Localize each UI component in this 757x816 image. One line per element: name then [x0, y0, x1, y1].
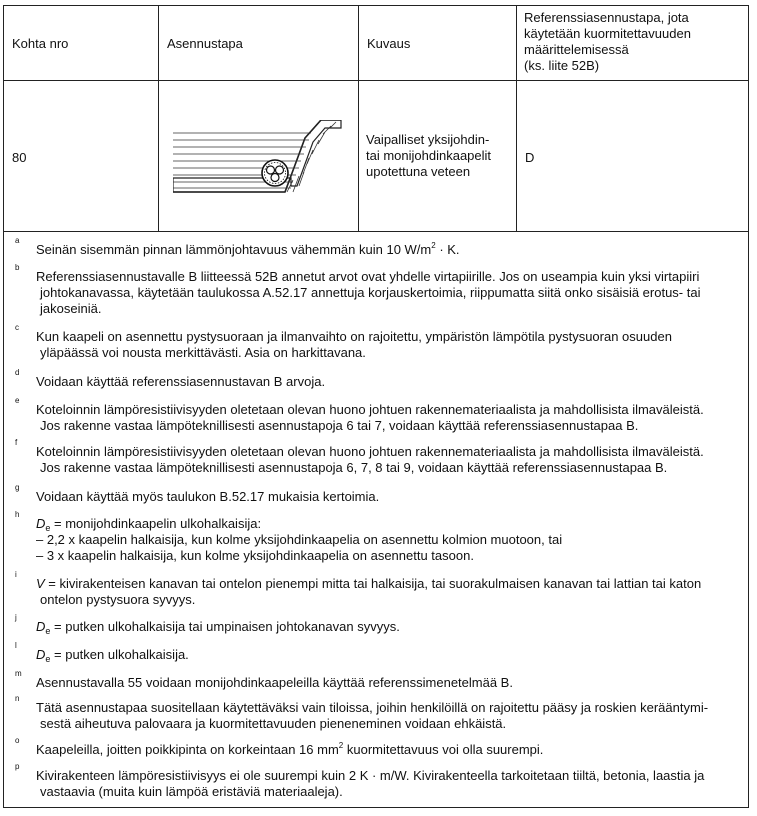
cable-in-water-icon: [173, 120, 353, 200]
cell-referenssi: D: [525, 150, 535, 165]
header-asennustapa: Asennustapa: [159, 6, 359, 80]
header-kohta: Kohta nro: [4, 6, 159, 80]
cell-kuvaus: Vaipalliset yksijohdin- tai monijohdinkaapelit upotettuna veteen: [359, 80, 517, 231]
table-row: [4, 80, 748, 232]
installation-table: Kohta nro Asennustapa Kuvaus Referenssiasennustapa, jota käytetään kuormitettavuuden määrittelemisessä (ks. liite 52B) 80 Vaipalliset yksijohdin- tai monijohdinkaapelit upotettuna veteen D a Seinän sisemmän pinnan lämmönjohtavuus vähemmän kuin 10 $W/m^2 \cdot K$. b Referenssiasennustavalle B liitteessä 52B annetut arvot ovat yhdelle virtapiirille. Jos on useampia kuin yksi virtapiiri johtokanavassa, käytetään taulukossa A.52.17 annettuja korjauskertoimia, riippumatta siitä onko sisäisiä erotus- tai jakoseiniä. c Kun kaapeli on asennettu pystysuoraan ja ilmanvaihto on rajoitettu, ympäristön lämpötila pystysuoran osuuden yläpäässä voi nousta merkittävästi. Asia on harkittavana. d Voidaan käyttää referenssiasennustavan B arvoja. e Koteloinnin lämpöresistiivisyyden oletetaan olevan huono johtuen rakennemateriaalista ja mahdollisista ilmaväleistä. Jos rakenne vastaa lämpöteknillisesti asennustapoja 6 tai 7, voidaan käyttää referenssiasennustapaa B. f Koteloinnin lämpöresistiivisyyden oletetaan olevan huono johtuen rakennemateriaalista ja mahdollisista ilmaväleistä. Jos rakenne vastaa lämpöteknillisesti asennustapoja 6, 7, 8 tai 9, voidaan käyttää referenssiasennustapaa B. g Voidaan käyttää myös taulukon B.52.17 mukaisia kertoimia. h $D_e$ = monijohdinkaapelin ulkohalkaisija: – 2,2 x kaapelin halkaisija, kun kolme yksijohdinkaapelia on asennettu kolmion muotoon, tai – 3 x kaapelin halkaisija, kun kolme yksijohdinkaapelia on asennettu tasoon. i V = kivirakenteisen kanavan tai ontelon pienempi mitta tai halkaisija, tai suorakulmaisen kanavan tai lattian tai katon ontelon pystysuora syvyys. j $D_e$ = putken ulkohalkaisija tai umpinaisen johtokanavan syvyys. l $D_e$ = putken ulkohalkaisija. m Asennustavalla 55 voidaan monijohdinkaapeleilla käyttää referenssimenetelmää B. n Tätä asennustapaa suositellaan käytettäväksi vain tiloissa, joihin henkilöillä on rajoitettu pääsy ja roskien kerääntymi- sestä aiheutuva palovaara ja kuormitettavuuden pieneneminen voidaan ehkäistä. o Kaapeleilla, joitten poikkipinta on korkeintaan 16 $mm^2$ kuormitettavuus voi olla suurempi. p Kivirakenteen lämpöresistiivisyys ei ole suurempi kuin 2 K · m/W. Kivirakenteella tarkoitetaan tiiltä, betonia, laastia ja vastaavia (muita kuin lämpöä eristäviä materiaaleja).: [3, 5, 749, 808]
table-header-row: [4, 6, 748, 81]
header-referenssi: Referenssiasennustapa, jota käytetään kuormitettavuuden määrittelemisessä (ks. liite 52B): [524, 10, 691, 73]
cell-asennustapa: [159, 80, 359, 231]
cell-kohta: 80: [4, 80, 159, 231]
header-kuvaus: Kuvaus: [359, 6, 517, 80]
